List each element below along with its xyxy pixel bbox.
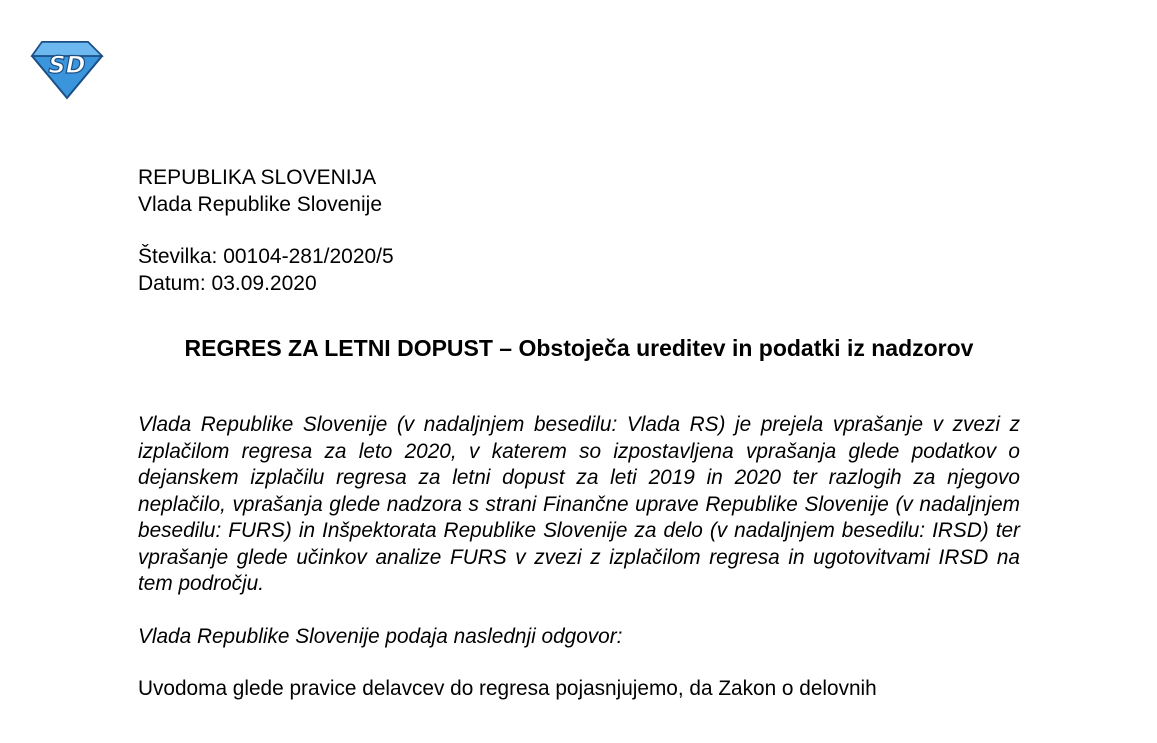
body-paragraph-start: Uvodoma glede pravice delavcev do regresa pojasnjujemo, da Zakon o delovnih — [138, 676, 877, 700]
document-number: Številka: 00104-281/2020/5 — [138, 245, 394, 268]
document-title: REGRES ZA LETNI DOPUST – Obstoječa ureditev in podatki iz nadzorov — [184, 335, 974, 361]
document-body — [138, 164, 1020, 702]
intro-paragraph: Vlada Republike Slovenije (v nadaljnjem besedilu: Vlada RS) je prejela vprašanje v zvezi z izplačilom regresa za leto 2020, v katerem so izpostavljena vprašanja glede podatkov o dejanskem izplačilu regresa za letni dopust za leti 2019 in 2020 ter razlogih za njegovo neplačilo, vprašanja glede nadzora s strani Finančne uprave Republike Slovenije (v nadaljnjem besedilu: FURS) in Inšpektorata Republike Slovenije za delo (v nadaljnjem besedilu: IRSD) ter vprašanje glede učinkov analize FURS v zvezi z izplačilom regresa in ugotovitvami IRSD na tem področju. — [138, 413, 1020, 595]
org-subname: Vlada Republike Slovenije — [138, 193, 382, 216]
org-name: REPUBLIKA SLOVENIJA — [138, 166, 377, 189]
document-date: Datum: 03.09.2020 — [138, 272, 317, 295]
logo-letters: SD — [48, 51, 86, 79]
sd-diamond-logo-icon — [30, 40, 104, 100]
answer-lead: Vlada Republike Slovenije podaja naslednji odgovor: — [138, 624, 623, 648]
